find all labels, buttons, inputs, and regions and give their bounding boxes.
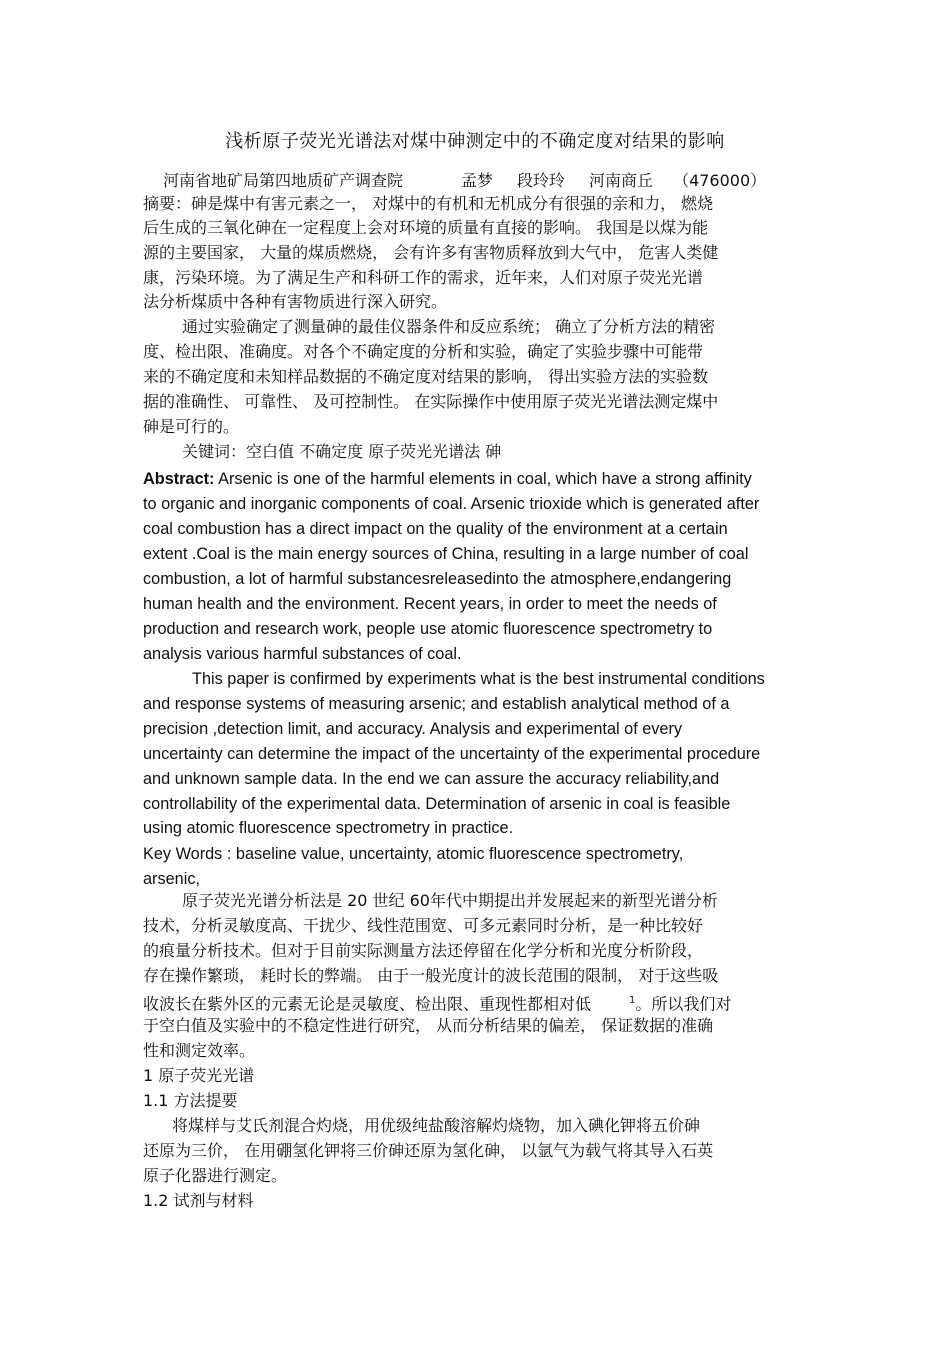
author-organization: 河南省地矿局第四地质矿产调查院 xyxy=(163,171,404,190)
en-abstract-line: controllability of the experimental data. Determination of arsenic in coal is feasible xyxy=(143,795,731,813)
zh-abstract-line: 摘要：砷是煤中有害元素之一， 对煤中的有机和无机成分有很强的亲和力， 燃烧 xyxy=(143,194,714,213)
en-abstract-line: and unknown sample data. In the end we can assure the accuracy reliability,and xyxy=(143,770,720,788)
zh-abstract-line: 后生成的三氧化砷在一定程度上会对环境的质量有直接的影响。 我国是以煤为能 xyxy=(143,218,709,237)
zh-abstract-line: 砷是可行的。 xyxy=(143,417,240,436)
intro-text: 。所以我们对 xyxy=(635,994,732,1014)
author-name-1: 孟梦 xyxy=(461,171,494,190)
intro-line: 于空白值及实验中的不稳定性进行研究， 从而分析结果的偏差， 保证数据的准确 xyxy=(143,1016,714,1035)
section-heading: 1 原子荧光光谱 xyxy=(143,1066,255,1085)
intro-line xyxy=(143,990,731,1015)
en-abstract-line: precision ,detection limit, and accuracy. Analysis and experimental of every xyxy=(143,720,683,738)
en-abstract-line: uncertainty can determine the impact of the uncertainty of the experimental procedure xyxy=(143,745,761,763)
en-abstract-line: using atomic fluorescence spectrometry in practice. xyxy=(143,819,514,837)
author-name-2: 段玲玲 xyxy=(517,171,566,190)
en-keywords: arsenic, xyxy=(143,870,201,888)
intro-line: 技术，分析灵敏度高、干扰少、线性范围宽、可多元素同时分析，是一种比较好 xyxy=(143,916,704,935)
author-postcode: （476000） xyxy=(673,171,767,190)
author-place: 河南商丘 xyxy=(589,171,654,190)
subsection-heading: 1.2 试剂与材料 xyxy=(143,1191,254,1210)
zh-abstract-line: 据的准确性、 可靠性、 及可控制性。 在实际操作中使用原子荧光光谱法测定煤中 xyxy=(143,392,719,411)
en-abstract-line: human health and the environment. Recent years, in order to meet the needs of xyxy=(143,595,717,613)
zh-abstract-line: 通过实验确定了测量砷的最佳仪器条件和反应系统； 确立了分析方法的精密 xyxy=(182,317,716,336)
en-abstract-line: coal combustion has a direct impact on the quality of the environment at a certain xyxy=(143,520,728,538)
intro-line: 原子荧光光谱分析法是 20 世纪 60年代中期提出并发展起来的新型光谱分析 xyxy=(182,891,718,910)
en-abstract-line: production and research work, people use atomic fluorescence spectrometry to xyxy=(143,620,713,638)
intro-line: 性和测定效率。 xyxy=(143,1041,256,1060)
zh-abstract-line: 度、检出限、准确度。对各个不确定度的分析和实验，确定了实验步骤中可能带 xyxy=(143,342,704,361)
zh-keywords: 关键词：空白值 不确定度 原子荧光光谱法 砷 xyxy=(182,442,502,461)
author-line xyxy=(163,170,766,192)
en-abstract-text: Arsenic is one of the harmful elements in coal, which have a strong affinity xyxy=(214,470,752,488)
intro-text: 收波长在紫外区的元素无论是灵敏度、检出限、重现性都相对低 xyxy=(143,994,592,1014)
en-abstract-line: to organic and inorganic components of coal. Arsenic trioxide which is generated after xyxy=(143,495,760,513)
en-abstract-line: and response systems of measuring arsenic; and establish analytical method of a xyxy=(143,695,730,713)
en-abstract-line: analysis various harmful substances of coal. xyxy=(143,645,462,663)
zh-abstract-line: 源的主要国家， 大量的煤质燃烧， 会有许多有害物质释放到大气中， 危害人类健 xyxy=(143,243,719,262)
method-line: 还原为三价， 在用硼氢化钾将三价砷还原为氢化砷， 以氩气为载气将其导入石英 xyxy=(143,1141,714,1160)
zh-abstract-line: 康，污染环境。为了满足生产和科研工作的需求，近年来，人们对原子荧光光谱 xyxy=(143,268,704,287)
en-keywords: Key Words : baseline value, uncertainty, atomic fluorescence spectrometry, xyxy=(143,845,684,863)
subsection-heading: 1.1 方法提要 xyxy=(143,1091,238,1110)
paper-title: 浅析原子荧光光谱法对煤中砷测定中的不确定度对结果的影响 xyxy=(225,131,725,152)
zh-abstract-line: 法分析煤质中各种有害物质进行深入研究。 xyxy=(143,292,448,311)
method-line: 将煤样与艾氏剂混合灼烧，用优级纯盐酸溶解灼烧物，加入碘化钾将五价砷 xyxy=(172,1116,701,1135)
en-abstract-line: This paper is confirmed by experiments what is the best instrumental conditions xyxy=(192,670,765,688)
method-line: 原子化器进行测定。 xyxy=(143,1166,288,1185)
en-abstract-line: extent .Coal is the main energy sources of China, resulting in a large number of coal xyxy=(143,545,749,563)
citation-superscript: 1 xyxy=(629,995,636,1006)
en-abstract-line xyxy=(143,468,752,490)
en-abstract-label: Abstract: xyxy=(143,470,215,488)
zh-abstract-line: 来的不确定度和未知样品数据的不确定度对结果的影响， 得出实验方法的实验数 xyxy=(143,367,709,386)
en-abstract-line: combustion, a lot of harmful substancesreleasedinto the atmosphere,endangering xyxy=(143,570,732,588)
intro-line: 存在操作繁琐， 耗时长的弊端。 由于一般光度计的波长范围的限制， 对于这些吸 xyxy=(143,966,719,985)
intro-line: 的痕量分析技术。但对于目前实际测量方法还停留在化学分析和光度分析阶段， xyxy=(143,941,704,960)
